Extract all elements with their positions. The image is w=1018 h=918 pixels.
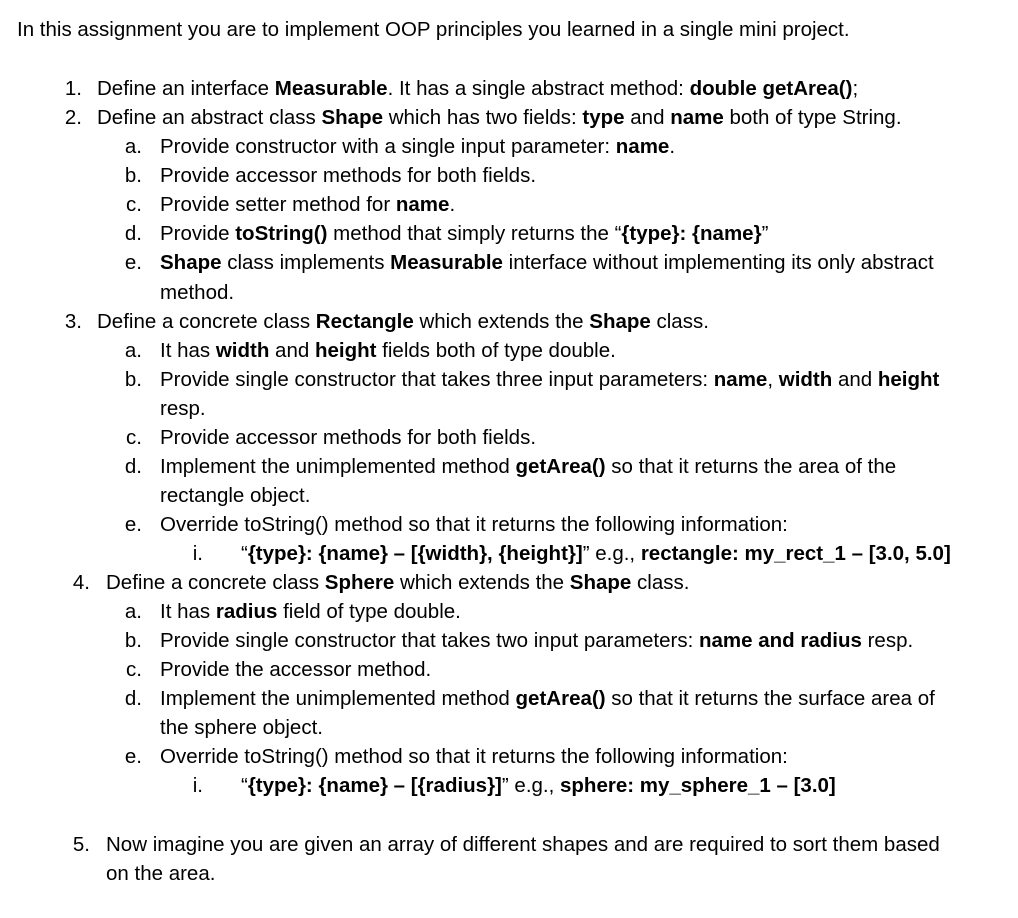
list-item-text: [106, 833, 940, 857]
bold-text: Shape: [589, 310, 651, 333]
text-segment: resp.: [160, 397, 206, 420]
bold-text: rectangle: my_rect_1 – [3.0, 5.0]: [640, 542, 951, 565]
list-marker: a.: [124, 600, 142, 623]
text-segment: both of type String.: [723, 106, 902, 129]
text-segment: ”: [761, 222, 769, 245]
text-segment: resp.: [861, 629, 914, 652]
text-segment: Define a concrete class: [97, 310, 316, 333]
text-segment: Provide the accessor method.: [160, 658, 432, 681]
bold-text: Shape: [321, 106, 384, 129]
text-segment: so that it returns the area of the: [605, 455, 897, 478]
list-marker: 3.: [64, 310, 82, 333]
bold-text: {type}: {name}: [621, 222, 762, 245]
text-segment: Now imagine you are given an array of different shapes and are required to sort them based: [106, 833, 940, 856]
text-segment: method that simply returns the “: [327, 222, 622, 245]
text-segment: rectangle object.: [160, 484, 311, 507]
text-segment: which extends the: [394, 571, 570, 594]
list-item-text: [241, 542, 951, 566]
text-segment: Provide accessor methods for both fields.: [160, 426, 537, 449]
bold-text: name: [615, 135, 670, 158]
text-segment: Define a concrete class: [106, 571, 325, 594]
text-segment: It has: [160, 600, 216, 623]
list-marker: d.: [124, 687, 142, 710]
list-item-text: [106, 571, 689, 595]
list-item-text: [160, 164, 536, 188]
list-marker: a.: [124, 135, 142, 158]
bold-text: double getArea(): [689, 77, 853, 100]
text-segment: class.: [631, 571, 690, 594]
list-item-text: [97, 106, 902, 130]
list-marker: i.: [192, 774, 203, 797]
list-item-text: [160, 193, 455, 217]
list-marker: e.: [124, 513, 142, 536]
bold-text: Sphere: [324, 571, 395, 594]
text-segment: It has: [160, 339, 216, 362]
bold-text: Measurable: [390, 251, 503, 274]
text-segment: “: [241, 774, 248, 797]
text-segment: .: [449, 193, 456, 216]
bold-text: name and radius: [698, 629, 862, 652]
text-segment: ;: [852, 77, 859, 100]
text-segment: which extends the: [413, 310, 590, 333]
list-marker: e.: [124, 251, 142, 274]
list-item-text: [160, 281, 234, 305]
list-marker: d.: [124, 455, 142, 478]
list-marker: 1.: [64, 77, 82, 100]
list-item-text: [241, 774, 836, 798]
bold-text: name: [670, 106, 724, 129]
list-item-text: [160, 368, 939, 392]
list-marker: c.: [126, 658, 142, 681]
bold-text: radius: [215, 600, 278, 623]
list-item-text: [160, 687, 935, 711]
bold-text: height: [877, 368, 940, 391]
text-segment: which has two fields:: [383, 106, 583, 129]
list-item-text: [160, 745, 788, 769]
list-marker: i.: [192, 542, 203, 565]
list-item-text: [97, 77, 858, 101]
bold-text: {type}: {name} – [{radius}]: [247, 774, 502, 797]
list-marker: 2.: [64, 106, 82, 129]
list-item-text: [160, 135, 675, 159]
text-segment: ” e.g.,: [582, 542, 641, 565]
list-item-text: [97, 310, 709, 334]
list-marker: c.: [126, 193, 142, 216]
text-segment: Provide constructor with a single input parameter:: [160, 135, 616, 158]
text-segment: Override toString() method so that it returns the following information:: [160, 745, 788, 768]
list-item-text: [160, 513, 788, 537]
list-marker: 4.: [72, 571, 90, 594]
text-segment: Provide single constructor that takes two input parameters:: [160, 629, 699, 652]
text-segment: ” e.g.,: [501, 774, 560, 797]
text-segment: class implements: [221, 251, 391, 274]
list-item-text: [160, 251, 934, 275]
list-item-text: [160, 397, 206, 421]
bold-text: Rectangle: [315, 310, 414, 333]
list-item-text: [160, 484, 310, 508]
text-segment: field of type double.: [277, 600, 461, 623]
text-segment: .: [669, 135, 676, 158]
intro-paragraph: In this assignment you are to implement OOP principles you learned in a single mini project.: [17, 18, 850, 41]
text-segment: Provide setter method for: [160, 193, 396, 216]
text-segment: and: [832, 368, 878, 391]
list-item-text: [160, 716, 323, 740]
list-item-text: [160, 658, 431, 682]
bold-text: width: [778, 368, 833, 391]
list-item-text: [106, 862, 215, 886]
list-marker: d.: [124, 222, 142, 245]
text-segment: fields both of type double.: [376, 339, 616, 362]
text-segment: Implement the unimplemented method: [160, 455, 516, 478]
text-segment: the sphere object.: [160, 716, 323, 739]
list-marker: b.: [124, 629, 142, 652]
list-marker: c.: [126, 426, 142, 449]
bold-text: height: [314, 339, 377, 362]
list-item-text: [160, 455, 896, 479]
text-segment: . It has a single abstract method:: [387, 77, 690, 100]
bold-text: type: [582, 106, 625, 129]
list-item-text: [160, 629, 913, 653]
bold-text: Measurable: [274, 77, 388, 100]
bold-text: getArea(): [515, 687, 606, 710]
list-item-text: [160, 339, 616, 363]
text-segment: method.: [160, 281, 235, 304]
text-segment: and: [624, 106, 671, 129]
bold-text: {type}: {name} – [{width}, {height}]: [247, 542, 583, 565]
text-segment: on the area.: [106, 862, 216, 885]
text-segment: “: [241, 542, 248, 565]
list-marker: b.: [124, 368, 142, 391]
text-segment: Define an interface: [97, 77, 275, 100]
list-marker: a.: [124, 339, 142, 362]
text-segment: Define an abstract class: [97, 106, 322, 129]
bold-text: Shape: [569, 571, 632, 594]
list-item-text: [160, 426, 536, 450]
text-segment: Implement the unimplemented method: [160, 687, 516, 710]
bold-text: width: [215, 339, 270, 362]
text-segment: ,: [767, 368, 779, 391]
bold-text: Shape: [160, 251, 222, 274]
list-marker: e.: [124, 745, 142, 768]
text-segment: and: [269, 339, 315, 362]
text-segment: interface without implementing its only abstract: [502, 251, 934, 274]
list-item-text: [160, 600, 461, 624]
text-segment: so that it returns the surface area of: [605, 687, 935, 710]
list-marker: 5.: [72, 833, 90, 856]
bold-text: sphere: my_sphere_1 – [3.0]: [560, 774, 836, 797]
text-segment: Override toString() method so that it returns the following information:: [160, 513, 788, 536]
text-segment: Provide single constructor that takes three input parameters:: [160, 368, 714, 391]
bold-text: getArea(): [515, 455, 606, 478]
bold-text: name: [395, 193, 450, 216]
text-segment: Provide: [160, 222, 236, 245]
list-item-text: [160, 222, 768, 246]
bold-text: name: [713, 368, 768, 391]
bold-text: toString(): [235, 222, 328, 245]
list-marker: b.: [124, 164, 142, 187]
text-segment: class.: [650, 310, 709, 333]
text-segment: Provide accessor methods for both fields.: [160, 164, 537, 187]
